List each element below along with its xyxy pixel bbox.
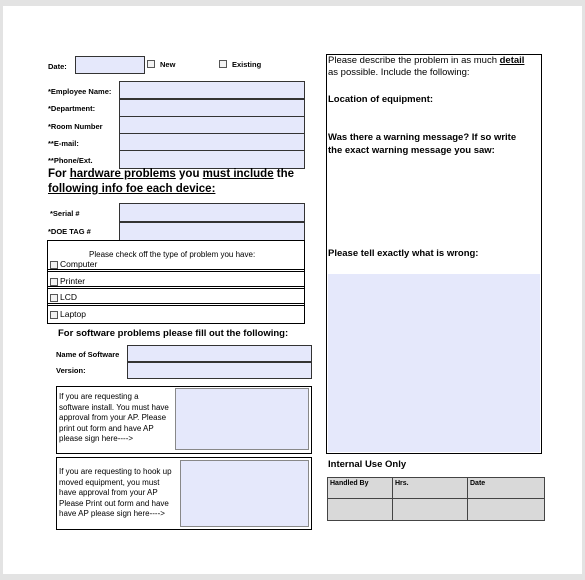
- serial-field[interactable]: [119, 203, 305, 222]
- employee-name-label: *Employee Name:: [48, 87, 112, 96]
- hardware-heading-part2: you: [175, 168, 203, 180]
- email-field[interactable]: [119, 133, 305, 151]
- serial-label: *Serial #: [50, 209, 80, 218]
- date-field[interactable]: [75, 56, 145, 74]
- laptop-label: Laptop: [60, 309, 86, 319]
- date-label: Date:: [48, 62, 67, 71]
- problem-desc-line1-text: Please describe the problem in as much: [328, 55, 500, 66]
- warning-line2: the exact warning message you saw:: [328, 145, 495, 156]
- install-line-4: print out form and have AP: [59, 423, 154, 433]
- hookup-line-4: Please Print out form and have: [59, 498, 169, 508]
- hardware-heading-u2: must include: [202, 168, 274, 180]
- software-heading: For software problems please fill out the following:: [58, 328, 289, 339]
- room-number-label: *Room Number: [48, 122, 103, 131]
- hrs-cell[interactable]: [392, 498, 468, 521]
- new-label: New: [160, 60, 176, 69]
- software-name-label: Name of Software: [56, 350, 120, 359]
- lcd-checkbox[interactable]: [50, 294, 58, 302]
- employee-name-field[interactable]: [119, 81, 305, 99]
- printer-checkbox[interactable]: [50, 278, 58, 286]
- problem-desc-detail: detail: [499, 55, 525, 66]
- department-label: *Department:: [48, 104, 96, 113]
- internal-use-title: Internal Use Only: [328, 459, 407, 470]
- problem-type-prompt: Please check off the type of problem you have:: [89, 250, 256, 259]
- problem-desc-line1: [328, 55, 524, 67]
- install-approval-text: [59, 392, 169, 445]
- date-header: Date: [467, 477, 545, 499]
- computer-label: Computer: [60, 259, 98, 269]
- handled-by-header: Handled By: [327, 477, 393, 499]
- doe-tag-field[interactable]: [119, 222, 305, 241]
- email-label: **E-mail:: [48, 139, 79, 148]
- room-number-field[interactable]: [119, 116, 305, 134]
- problem-description-field[interactable]: [328, 274, 540, 452]
- laptop-checkbox[interactable]: [50, 311, 58, 319]
- date-cell[interactable]: [467, 498, 545, 521]
- software-version-field[interactable]: [127, 362, 312, 379]
- hardware-heading-part1: For: [48, 168, 70, 180]
- hookup-line-2: moved equipment, you must: [59, 477, 160, 487]
- existing-label: Existing: [232, 60, 262, 69]
- problem-desc-line2: as possible. Include the following:: [328, 67, 470, 78]
- install-line-2: software install. You must have: [59, 402, 169, 412]
- hookup-line-3: have approval from your AP: [59, 488, 158, 497]
- lcd-label: LCD: [60, 292, 78, 302]
- hardware-heading-part3: the: [273, 168, 295, 180]
- install-signature-field[interactable]: [175, 388, 309, 450]
- existing-checkbox[interactable]: [219, 60, 227, 68]
- hookup-signature-field[interactable]: [180, 460, 309, 527]
- hardware-heading-line2: following info foe each device:: [48, 183, 216, 195]
- computer-checkbox[interactable]: [50, 261, 58, 269]
- new-checkbox[interactable]: [147, 60, 155, 68]
- whats-wrong-label: Please tell exactly what is wrong:: [328, 248, 479, 259]
- hookup-approval-text: [59, 467, 172, 520]
- software-version-label: Version:: [56, 366, 86, 375]
- install-line-5: please sign here---->: [59, 434, 134, 443]
- hardware-heading: [48, 167, 294, 182]
- warning-line1: Was there a warning message? If so write: [328, 132, 517, 143]
- printer-label: Printer: [60, 276, 86, 286]
- hookup-line-5: have AP please sign here---->: [59, 509, 165, 518]
- hardware-heading-u1: hardware problems: [69, 168, 176, 180]
- doe-tag-label: *DOE TAG #: [48, 227, 91, 236]
- department-field[interactable]: [119, 99, 305, 117]
- handled-by-cell[interactable]: [327, 498, 393, 521]
- install-line-3: approval from your AP. Please: [59, 413, 167, 422]
- software-name-field[interactable]: [127, 345, 312, 362]
- form-page: [3, 6, 582, 574]
- hrs-header: Hrs.: [392, 477, 468, 499]
- install-line-1: If you are requesting a: [59, 392, 139, 401]
- phone-label: **Phone/Ext.: [48, 156, 93, 165]
- location-label: Location of equipment:: [328, 94, 434, 105]
- hookup-line-1: If you are requesting to hook up: [59, 467, 172, 476]
